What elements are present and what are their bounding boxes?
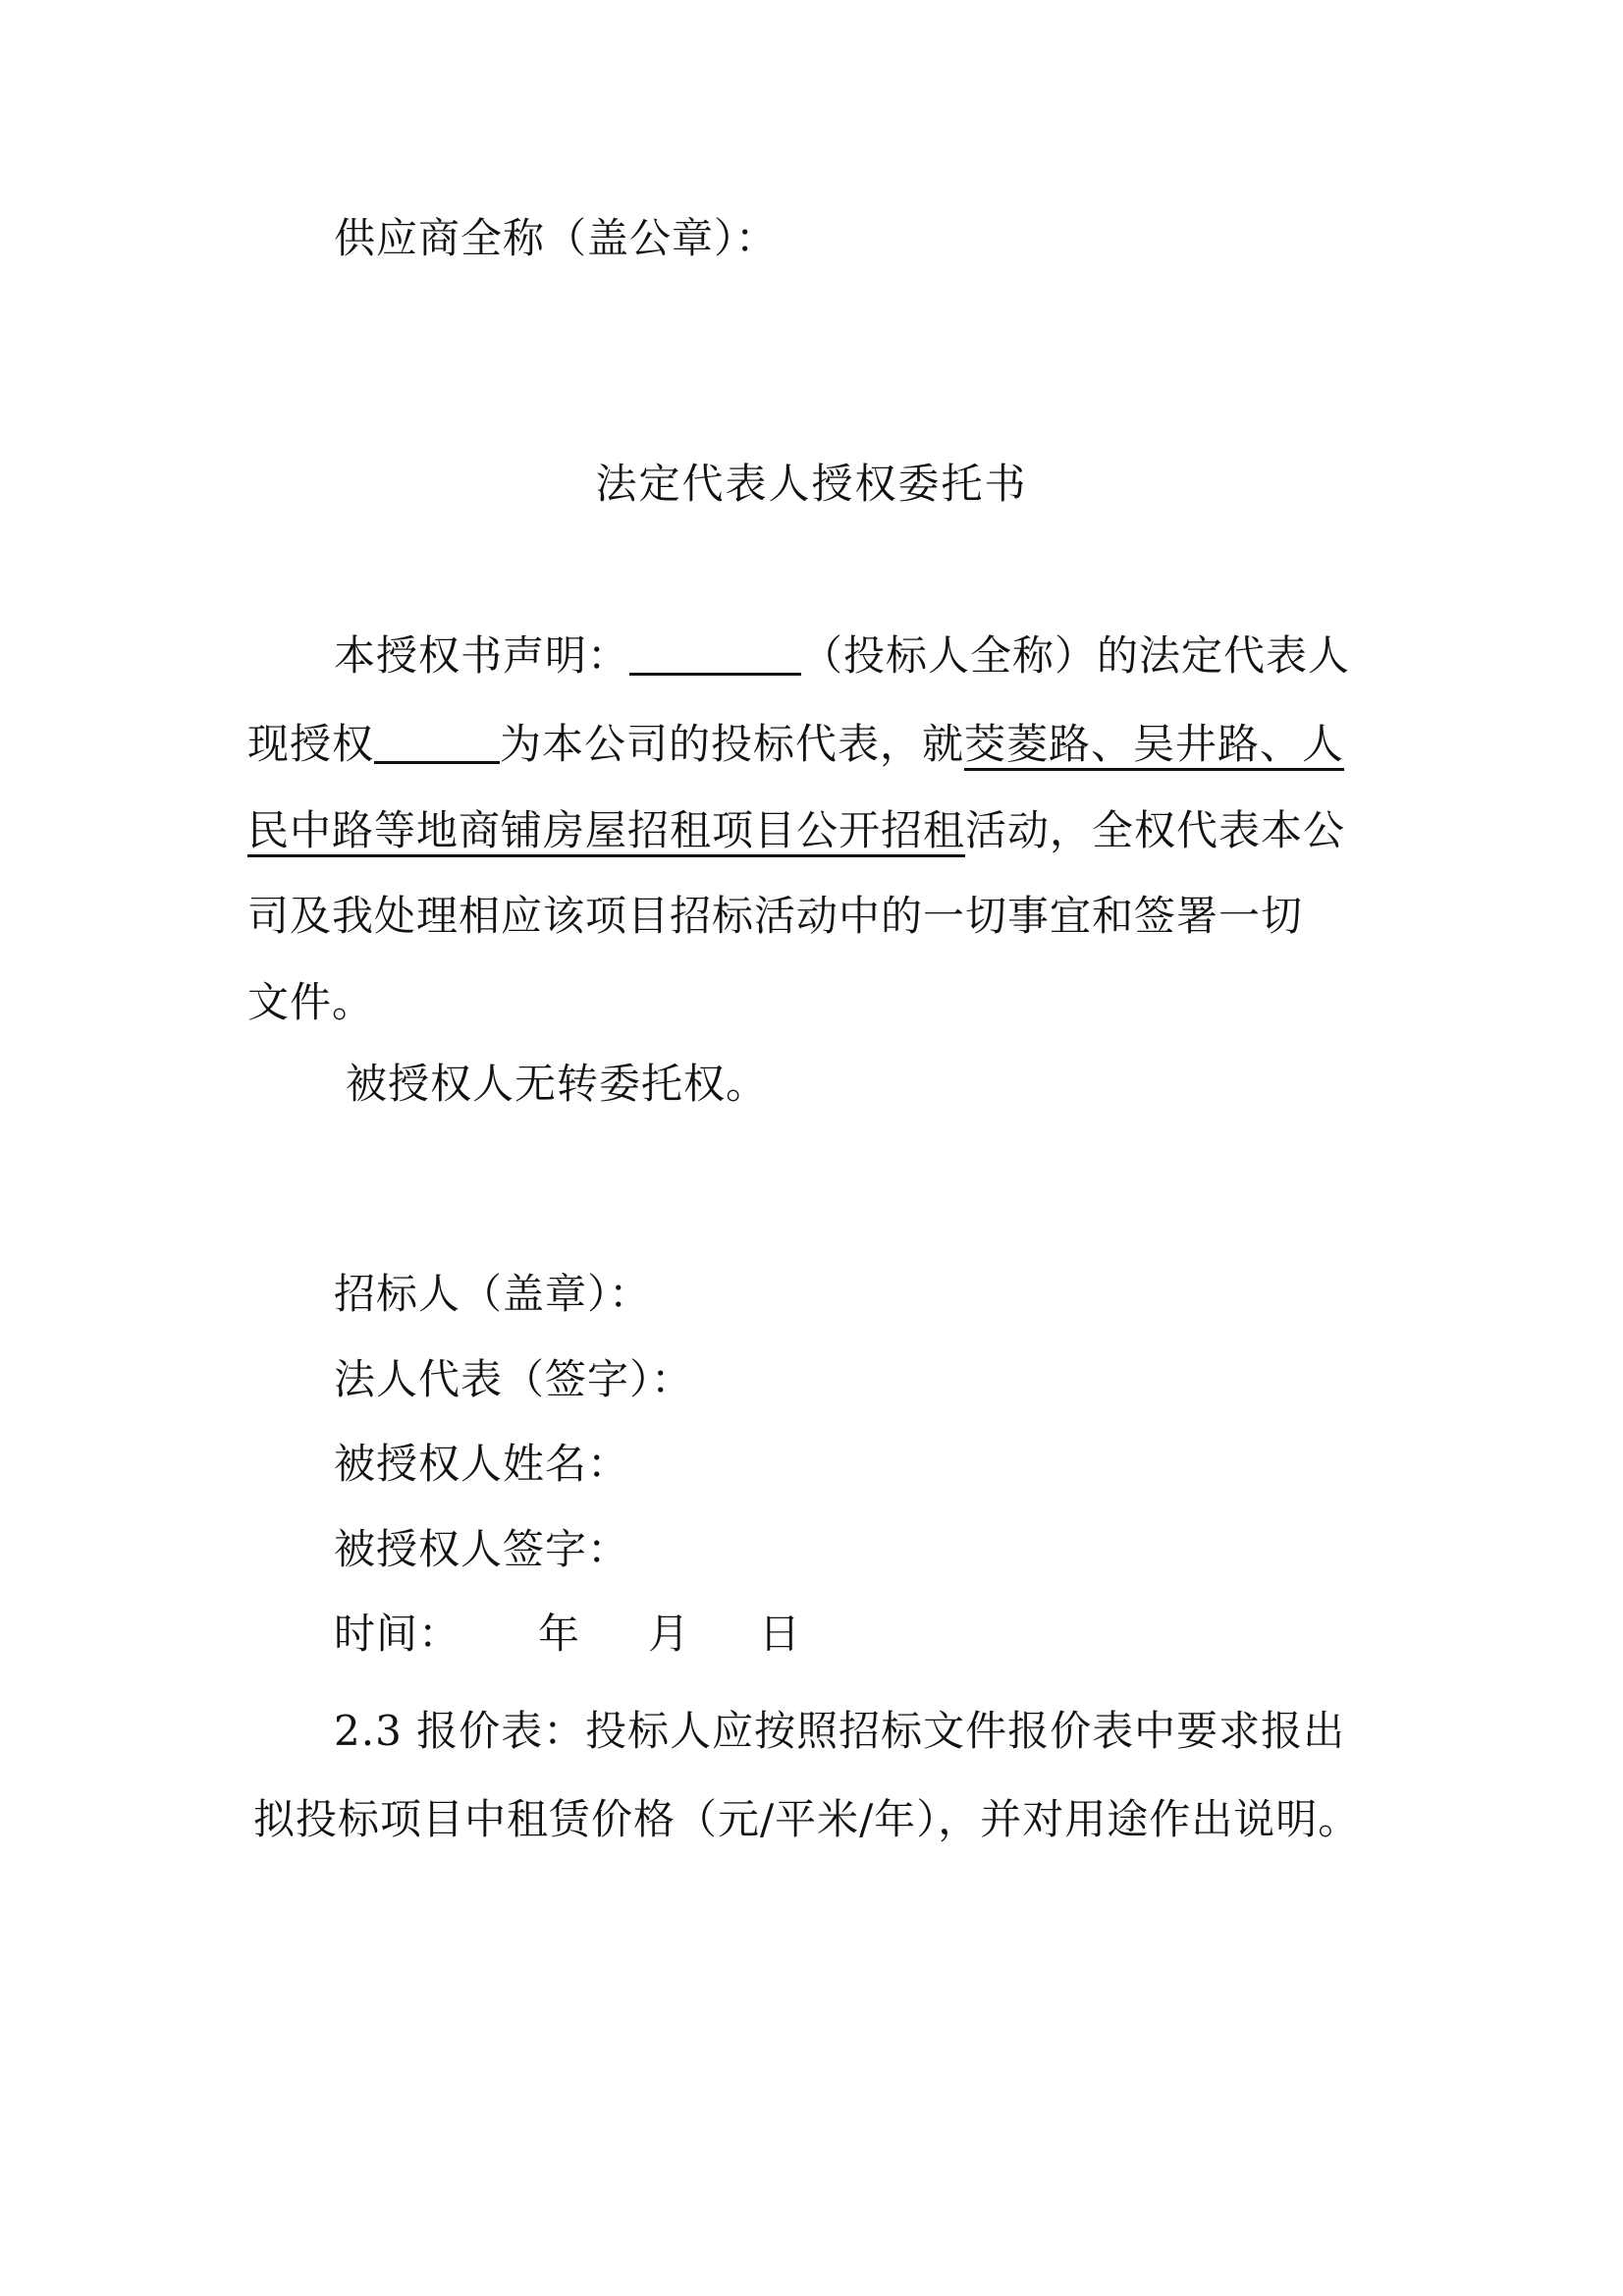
project-name-part-1: 茭菱路、吴井路、人 — [964, 720, 1345, 768]
authorize-middle: 为本公司的投标代表，就 — [500, 720, 965, 768]
authorize-prefix: 现授权 — [247, 720, 375, 768]
bidder-name-blank — [629, 633, 801, 676]
supplier-name-label: 供应商全称（盖公章）： — [334, 214, 779, 262]
activity-text: 活动，全权代表本公 — [965, 806, 1346, 854]
body-line-1 — [334, 629, 1350, 683]
no-sub-delegation-text: 被授权人无转委托权。 — [346, 1060, 769, 1108]
body-line-3 — [247, 803, 1345, 858]
month-label: 月 — [648, 1610, 691, 1658]
project-name-part-2: 民中路等地商铺房屋招租项目公开招租 — [247, 806, 966, 854]
authorized-person-name-label: 被授权人姓名： — [334, 1440, 630, 1488]
time-label: 时间： — [334, 1610, 461, 1658]
declaration-prefix: 本授权书声明： — [334, 631, 630, 680]
body-line-5: 文件。 — [247, 978, 375, 1026]
page-title: 法定代表人授权委托书 — [595, 460, 1028, 508]
day-label: 日 — [759, 1610, 802, 1658]
quote-line-2: 拟投标项目中租赁价格（元/平米/年），并对用途作出说明。 — [253, 1795, 1361, 1843]
legal-rep-signature-label: 法人代表（签字）： — [334, 1355, 694, 1403]
quote-line-1: 2.3 报价表：投标人应按照招标文件报价表中要求报出 — [334, 1707, 1346, 1755]
authorized-person-signature-label: 被授权人签字： — [334, 1525, 630, 1573]
body-line-4: 司及我处理相应该项目招标活动中的一切事宜和签署一切 — [247, 892, 1304, 940]
declaration-suffix: （投标人全称）的法定代表人 — [801, 631, 1351, 680]
tenderer-seal-label: 招标人（盖章）： — [334, 1270, 652, 1318]
body-line-2 — [247, 717, 1344, 772]
representative-blank — [374, 722, 500, 764]
year-label: 年 — [538, 1610, 581, 1658]
